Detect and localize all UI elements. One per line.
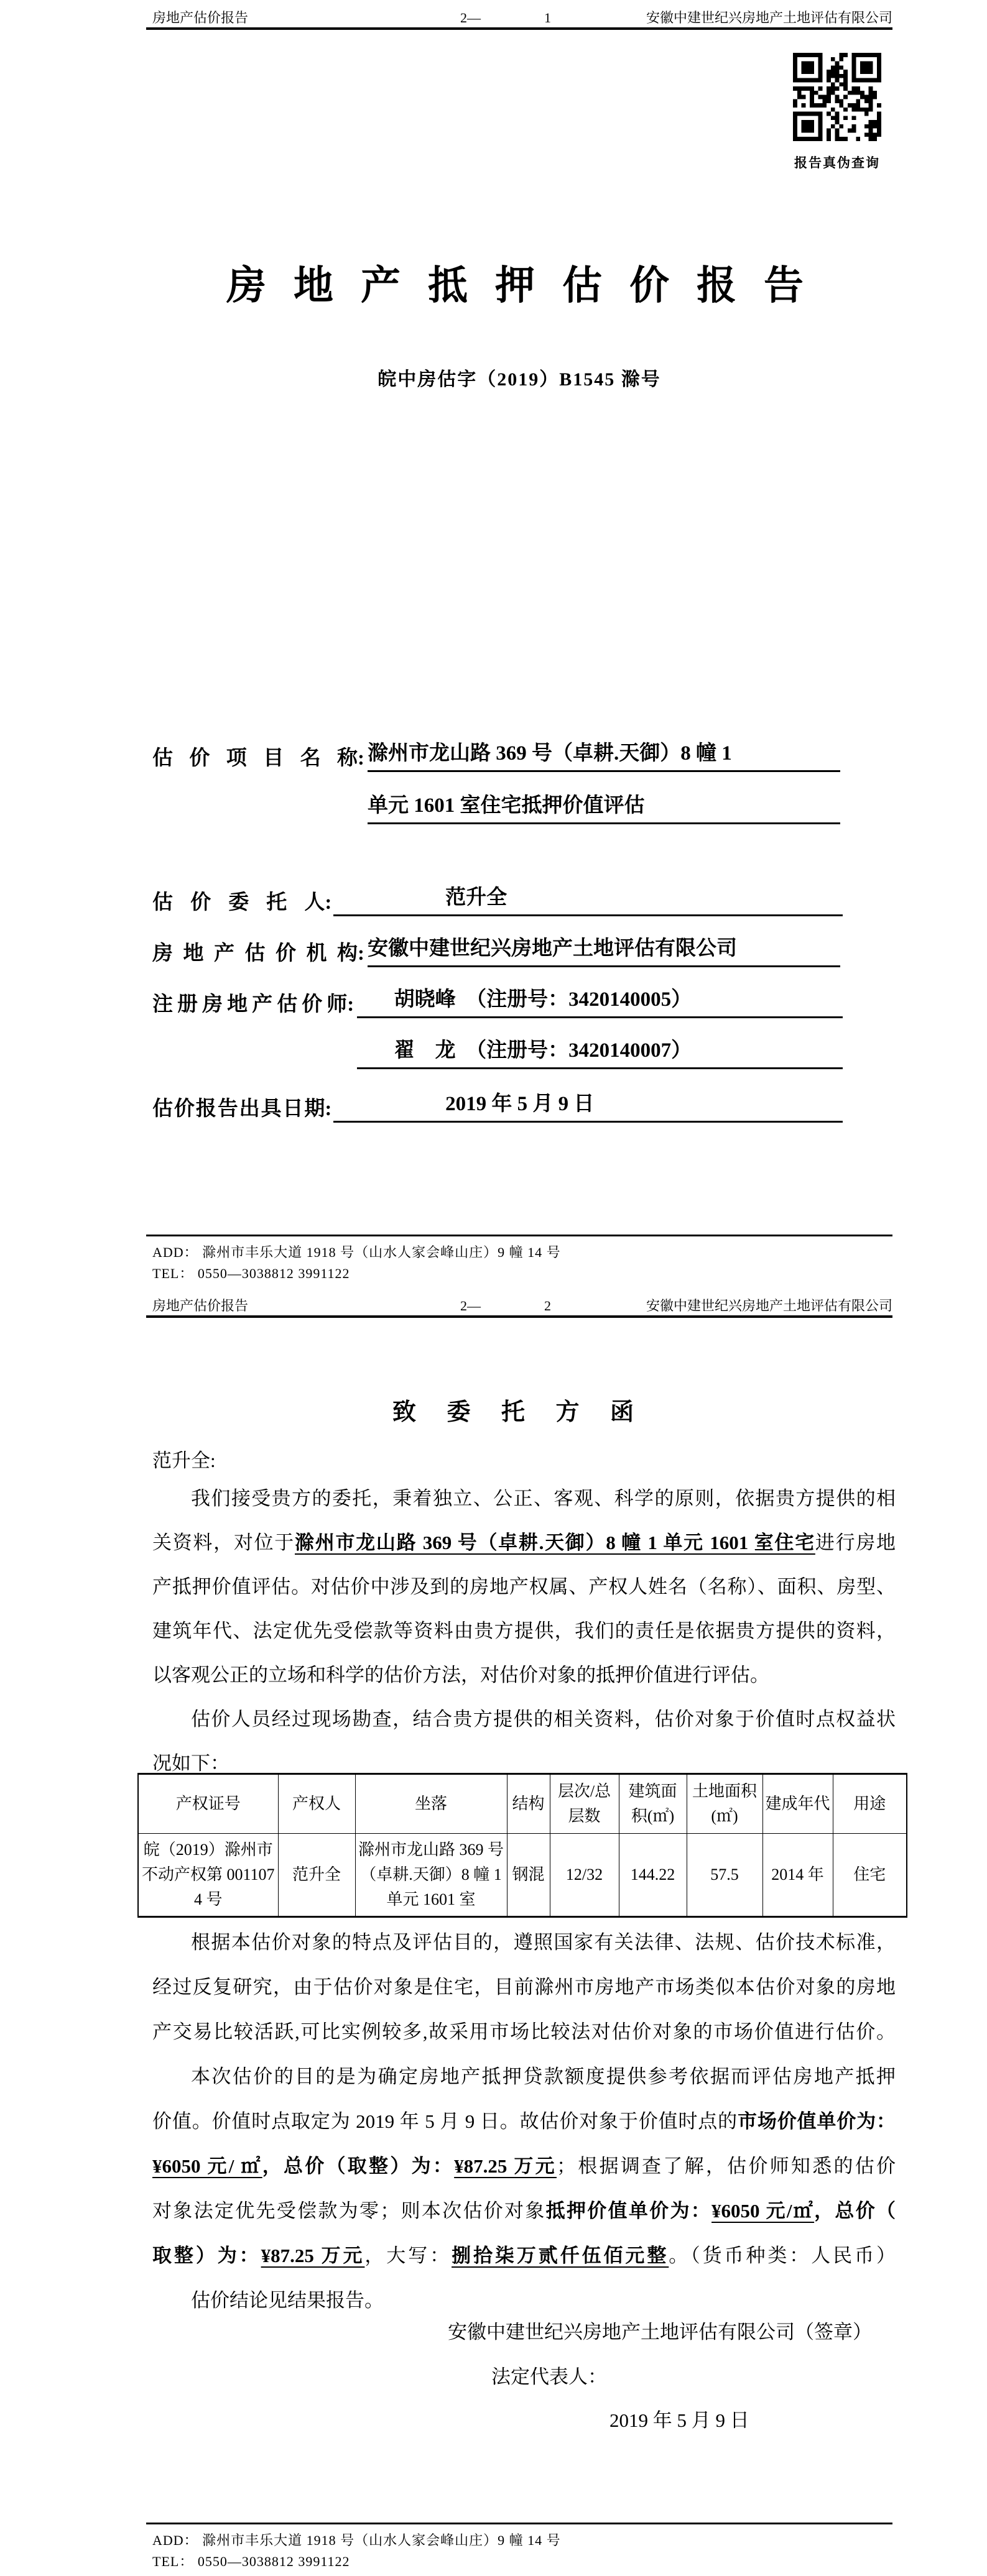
text-segment: ，总价（取整）为： bbox=[262, 2155, 455, 2177]
form-colon: : bbox=[358, 942, 364, 965]
form-colon: : bbox=[358, 747, 364, 770]
text-segment: 产抵押价值评估。对估价中涉及到的房地产权属、产权人姓名（名称）、面积、房型、 bbox=[152, 1576, 896, 1598]
page-header-mid: 2— bbox=[460, 1298, 481, 1313]
body-line bbox=[152, 1974, 896, 2000]
text-segment: ¥6050 元/ ㎡ bbox=[152, 2155, 262, 2177]
form-colon: : bbox=[325, 1098, 332, 1120]
body-line bbox=[152, 2288, 896, 2314]
col-header-floor: 层次/总层数 bbox=[550, 1774, 619, 1834]
text-segment: 捌拾柒万贰仟伍佰元整 bbox=[452, 2245, 669, 2266]
text-segment: 抵押价值单价为： bbox=[545, 2200, 712, 2222]
col-header-cert-no: 产权证号 bbox=[138, 1774, 278, 1834]
text-segment: ¥87.25 万元 bbox=[454, 2155, 557, 2177]
letter-title: 致 委 托 方 函 bbox=[392, 1399, 646, 1425]
form-row-client bbox=[152, 883, 843, 916]
header-rule bbox=[146, 27, 892, 30]
form-value-project-line2: 单元 1601 室住宅抵押价值评估 bbox=[368, 791, 840, 824]
page-header-title: 房地产估价报告 bbox=[152, 1298, 249, 1313]
text-segment: 滁州市龙山路 369 号（卓耕.天御）8 幢 1 单元 1601 室住宅 bbox=[295, 1532, 815, 1553]
table-data-row bbox=[138, 1834, 907, 1917]
text-segment: 产交易比较活跃,可比实例较多,故采用市场比较法对估价对象的市场价值进行估价。 bbox=[152, 2021, 896, 2043]
letter-salutation: 范升全: bbox=[152, 1450, 216, 1471]
form-row-issue-date bbox=[152, 1089, 843, 1123]
property-rights-table bbox=[137, 1773, 907, 1918]
qr-code-image bbox=[793, 53, 881, 141]
text-segment: 建筑年代、法定优先受偿款等资料由贵方提供，我们的责任是依据贵方提供的资料， bbox=[152, 1620, 896, 1642]
signature-legal-rep: 法定代表人： bbox=[491, 2366, 607, 2388]
text-segment: ¥6050 元/㎡ bbox=[711, 2200, 815, 2222]
page-header-number: 1 bbox=[544, 10, 551, 25]
text-segment: 进行房地 bbox=[815, 1532, 896, 1553]
form-row-appraiser-2 bbox=[152, 1036, 843, 1069]
cell-building-area: 144.22 bbox=[619, 1834, 687, 1917]
cell-owner: 范升全 bbox=[278, 1834, 355, 1917]
footer-address: ADD： 滁州市丰乐大道 1918 号（山水人家会峰山庄）9 幢 14 号 bbox=[152, 2532, 561, 2548]
col-header-location: 坐落 bbox=[355, 1774, 507, 1834]
form-label-issue-date: 估价报告出具日期 bbox=[152, 1098, 325, 1120]
text-segment: 关资料，对位于 bbox=[152, 1532, 295, 1553]
cell-structure: 钢混 bbox=[507, 1834, 550, 1917]
form-label-client: 估价委托人 bbox=[152, 891, 325, 914]
form-label-agency: 房地产估价机构 bbox=[152, 942, 358, 965]
page-header-company: 安徽中建世纪兴房地产土地评估有限公司 bbox=[646, 10, 892, 25]
cell-location: 滁州市龙山路 369 号（卓耕.天御）8 幢 1 单元 1601 室 bbox=[355, 1834, 507, 1917]
body-line bbox=[152, 2198, 896, 2224]
form-label-appraiser: 注册房地产估价师 bbox=[152, 993, 348, 1016]
qr-block bbox=[793, 53, 881, 172]
text-segment: 估价结论见结果报告。 bbox=[191, 2289, 384, 2311]
document-number: 皖中房估字（2019）B1545 滁号 bbox=[378, 369, 661, 390]
cell-year-built: 2014 年 bbox=[762, 1834, 833, 1917]
body-line bbox=[152, 1706, 896, 1732]
text-segment: 取整）为： bbox=[152, 2245, 261, 2266]
body-line bbox=[152, 1530, 896, 1556]
body-line bbox=[152, 1930, 896, 1956]
text-segment: 经过反复研究，由于估价对象是住宅，目前滁州市房地产市场类似本估价对象的房地 bbox=[152, 1976, 896, 1998]
text-segment: 以客观公正的立场和科学的估价方法，对估价对象的抵押价值进行评估。 bbox=[152, 1664, 769, 1686]
text-segment: 市场价值单价为： bbox=[738, 2110, 896, 2132]
text-segment: 我们接受贵方的委托，秉着独立、公正、客观、科学的原则，依据贵方提供的相 bbox=[191, 1488, 896, 1509]
col-header-use: 用途 bbox=[833, 1774, 907, 1834]
page-header-mid: 2— bbox=[460, 10, 481, 25]
body-line bbox=[152, 2019, 896, 2045]
body-line bbox=[152, 1662, 896, 1688]
page-header-number: 2 bbox=[544, 1298, 551, 1313]
text-segment: 本次估价的目的是为确定房地产抵押贷款额度提供参考依据而评估房地产抵押 bbox=[191, 2066, 896, 2087]
cell-cert-no: 皖（2019）滁州市不动产权第 0011074 号 bbox=[138, 1834, 278, 1917]
form-value-agency: 安徽中建世纪兴房地产土地评估有限公司 bbox=[368, 934, 840, 967]
cell-land-area: 57.5 bbox=[687, 1834, 762, 1917]
form-row-appraiser-1 bbox=[152, 985, 843, 1018]
footer-telephone: TEL： 0550—3038812 3991122 bbox=[152, 1266, 350, 1281]
qr-caption: 报告真伪查询 bbox=[794, 155, 880, 170]
body-line bbox=[152, 2064, 896, 2090]
form-row-project bbox=[152, 738, 843, 772]
page-2 bbox=[0, 1288, 987, 2576]
body-line bbox=[152, 2153, 896, 2179]
cell-floor: 12/32 bbox=[550, 1834, 619, 1917]
page-header-title: 房地产估价报告 bbox=[152, 10, 249, 25]
form-value-appraiser-1: 胡晓峰 （注册号：3420140005） bbox=[357, 985, 843, 1018]
text-segment: 况如下： bbox=[152, 1752, 229, 1774]
body-line bbox=[152, 1486, 896, 1512]
header-rule bbox=[146, 1315, 892, 1318]
signature-date: 2019 年 5 月 9 日 bbox=[609, 2409, 749, 2431]
body-line bbox=[152, 1574, 896, 1600]
body-line bbox=[152, 2243, 896, 2269]
text-segment: 价值。价值时点取定为 2019 年 5 月 9 日。故估价对象于价值时点的 bbox=[152, 2110, 738, 2132]
col-header-year-built: 建成年代 bbox=[762, 1774, 833, 1834]
form-colon: : bbox=[325, 891, 332, 914]
table-header-row bbox=[138, 1774, 907, 1834]
footer-telephone: TEL： 0550—3038812 3991122 bbox=[152, 2554, 350, 2569]
footer-rule bbox=[146, 2523, 892, 2524]
text-segment: 对象法定优先受偿款为零；则本次估价对象 bbox=[152, 2200, 546, 2222]
col-header-land-area: 土地面积(㎡) bbox=[687, 1774, 762, 1834]
signature-company: 安徽中建世纪兴房地产土地评估有限公司（签章） bbox=[448, 2321, 872, 2343]
report-title: 房 地 产 抵 押 估 价 报 告 bbox=[226, 264, 812, 308]
form-value-client: 范升全 bbox=[333, 883, 843, 916]
col-header-owner: 产权人 bbox=[278, 1774, 355, 1834]
form-row-project-2 bbox=[152, 791, 843, 824]
text-segment: ¥87.25 万元 bbox=[261, 2245, 365, 2266]
col-header-building-area: 建筑面积(㎡) bbox=[619, 1774, 687, 1834]
form-colon: : bbox=[347, 993, 354, 1016]
form-value-project-line1: 滁州市龙山路 369 号（卓耕.天御）8 幢 1 bbox=[368, 738, 840, 772]
cell-use: 住宅 bbox=[833, 1834, 907, 1917]
body-line bbox=[152, 1618, 896, 1644]
form-value-appraiser-2: 翟 龙 （注册号：3420140007） bbox=[357, 1036, 843, 1069]
col-header-structure: 结构 bbox=[507, 1774, 550, 1834]
footer-address: ADD： 滁州市丰乐大道 1918 号（山水人家会峰山庄）9 幢 14 号 bbox=[152, 1244, 561, 1260]
text-segment: 。（货币种类：人民币） bbox=[669, 2245, 896, 2266]
text-segment: ，总价（ bbox=[814, 2200, 896, 2222]
form-row-agency bbox=[152, 934, 843, 967]
text-segment: 估价人员经过现场勘查，结合贵方提供的相关资料，估价对象于价值时点权益状 bbox=[191, 1708, 896, 1730]
page-header-company: 安徽中建世纪兴房地产土地评估有限公司 bbox=[646, 1298, 892, 1313]
text-segment: 根据本估价对象的特点及评估目的，遵照国家有关法律、法规、估价技术标准， bbox=[191, 1931, 896, 1953]
form-label-project: 估价项目名称 bbox=[152, 747, 358, 770]
body-line bbox=[152, 2109, 896, 2135]
text-segment: ，大写： bbox=[364, 2245, 452, 2266]
form-value-issue-date: 2019 年 5 月 9 日 bbox=[333, 1089, 843, 1123]
text-segment: ；根据调查了解，估价师知悉的估价 bbox=[556, 2155, 896, 2177]
footer-rule bbox=[146, 1235, 892, 1236]
